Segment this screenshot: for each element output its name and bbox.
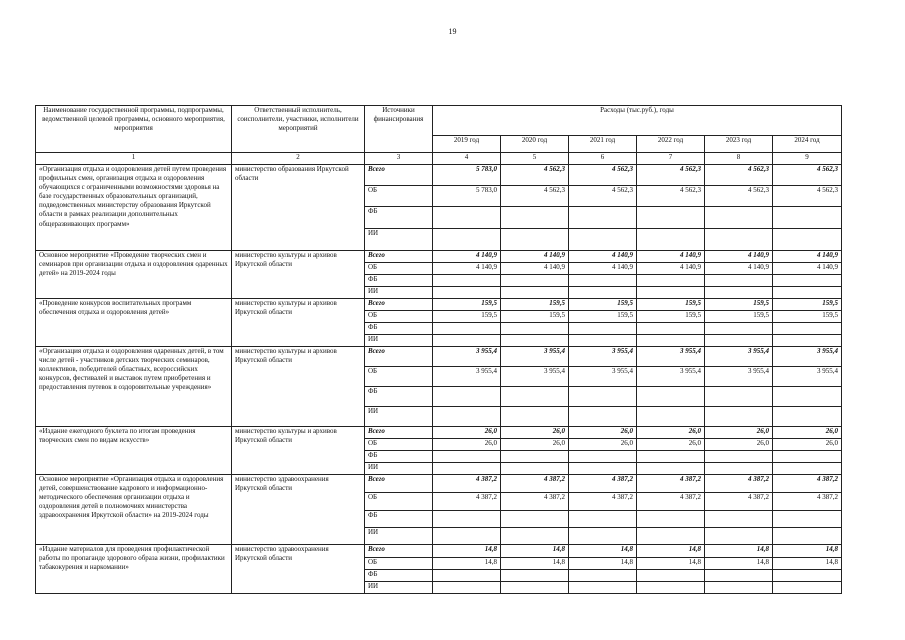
amount-cell: [501, 528, 569, 545]
amount-cell: [637, 511, 705, 528]
amount-cell: [501, 287, 569, 299]
amount-cell: [705, 528, 773, 545]
header-year: 2019 год: [433, 136, 501, 153]
executor-name: министерство культуры и архивов Иркутской области: [232, 299, 365, 347]
amount-cell: 4 387,2: [705, 475, 773, 493]
amount-cell: 159,5: [569, 299, 637, 311]
source-ob: ОБ: [365, 493, 433, 511]
amount-cell: [501, 275, 569, 287]
amount-cell: 26,0: [501, 439, 569, 451]
amount-cell: 159,5: [501, 299, 569, 311]
source-fb: ФБ: [365, 451, 433, 463]
amount-cell: 3 955,4: [637, 367, 705, 387]
amount-cell: [433, 407, 501, 427]
amount-cell: 4 387,2: [433, 475, 501, 493]
source-total: Всего: [365, 545, 433, 558]
event-name: «Издание материалов для проведения профилактической работы по пропаганде здорового образа жизни, профилактики табакокурения и наркомании»: [36, 545, 232, 594]
amount-cell: 4 140,9: [501, 263, 569, 275]
source-fb: ФБ: [365, 323, 433, 335]
amount-cell: [705, 451, 773, 463]
amount-cell: [433, 463, 501, 475]
amount-cell: [501, 387, 569, 407]
header-year: 2022 год: [637, 136, 705, 153]
amount-cell: [773, 287, 842, 299]
amount-cell: 3 955,4: [705, 347, 773, 367]
amount-cell: 26,0: [637, 439, 705, 451]
amount-cell: [501, 335, 569, 347]
amount-cell: 4 387,2: [569, 475, 637, 493]
amount-cell: 26,0: [705, 439, 773, 451]
amount-cell: 5 783,0: [433, 186, 501, 207]
event-name: «Проведение конкурсов воспитательных программ обеспечения отдыха и оздоровления детей»: [36, 299, 232, 347]
amount-cell: 159,5: [433, 299, 501, 311]
amount-cell: 4 140,9: [637, 263, 705, 275]
amount-cell: [501, 570, 569, 582]
amount-cell: 3 955,4: [705, 367, 773, 387]
amount-cell: 4 140,9: [773, 251, 842, 263]
table-row: [36, 299, 842, 311]
amount-cell: [433, 511, 501, 528]
column-number: 2: [232, 153, 365, 165]
amount-cell: [637, 570, 705, 582]
amount-cell: [433, 287, 501, 299]
amount-cell: 4 140,9: [433, 263, 501, 275]
header-year: 2021 год: [569, 136, 637, 153]
amount-cell: 3 955,4: [637, 347, 705, 367]
amount-cell: 4 562,3: [637, 186, 705, 207]
source-ii: ИИ: [365, 229, 433, 251]
header-year: 2024 год: [773, 136, 842, 153]
column-number: 4: [433, 153, 501, 165]
amount-cell: [637, 207, 705, 229]
amount-cell: [637, 335, 705, 347]
source-ii: ИИ: [365, 463, 433, 475]
amount-cell: 4 140,9: [705, 263, 773, 275]
amount-cell: [501, 451, 569, 463]
amount-cell: 3 955,4: [569, 367, 637, 387]
amount-cell: [773, 335, 842, 347]
amount-cell: 4 562,3: [637, 165, 705, 186]
amount-cell: 14,8: [773, 545, 842, 558]
amount-cell: [637, 323, 705, 335]
column-number: 3: [365, 153, 433, 165]
amount-cell: [569, 570, 637, 582]
amount-cell: 14,8: [705, 558, 773, 570]
amount-cell: 3 955,4: [433, 367, 501, 387]
amount-cell: [569, 229, 637, 251]
amount-cell: [773, 528, 842, 545]
source-total: Всего: [365, 475, 433, 493]
amount-cell: [569, 451, 637, 463]
table-body: [36, 165, 842, 594]
amount-cell: 4 387,2: [501, 493, 569, 511]
amount-cell: [705, 275, 773, 287]
amount-cell: [433, 387, 501, 407]
amount-cell: [501, 229, 569, 251]
table-row: [36, 347, 842, 367]
amount-cell: [705, 207, 773, 229]
amount-cell: [501, 407, 569, 427]
amount-cell: [637, 451, 705, 463]
header-expenses: Расходы (тыс.руб.), годы: [433, 106, 842, 136]
amount-cell: [637, 582, 705, 594]
budget-table: [35, 105, 842, 594]
header-year: 2020 год: [501, 136, 569, 153]
amount-cell: [773, 387, 842, 407]
amount-cell: [569, 528, 637, 545]
amount-cell: [705, 335, 773, 347]
source-fb: ФБ: [365, 275, 433, 287]
amount-cell: 14,8: [705, 545, 773, 558]
amount-cell: [433, 528, 501, 545]
amount-cell: 4 140,9: [569, 251, 637, 263]
amount-cell: [433, 335, 501, 347]
amount-cell: 4 387,2: [433, 493, 501, 511]
source-ii: ИИ: [365, 287, 433, 299]
amount-cell: [773, 511, 842, 528]
amount-cell: 4 562,3: [773, 186, 842, 207]
amount-cell: 26,0: [433, 427, 501, 439]
source-ob: ОБ: [365, 311, 433, 323]
amount-cell: 4 387,2: [705, 493, 773, 511]
amount-cell: [569, 335, 637, 347]
source-fb: ФБ: [365, 387, 433, 407]
amount-cell: [433, 570, 501, 582]
amount-cell: 159,5: [637, 311, 705, 323]
amount-cell: 159,5: [773, 299, 842, 311]
amount-cell: 14,8: [569, 545, 637, 558]
amount-cell: [433, 323, 501, 335]
amount-cell: [773, 451, 842, 463]
amount-cell: 4 387,2: [637, 493, 705, 511]
amount-cell: 3 955,4: [501, 347, 569, 367]
executor-name: министерство здравоохранения Иркутской области: [232, 475, 365, 545]
column-number: 9: [773, 153, 842, 165]
amount-cell: [773, 229, 842, 251]
amount-cell: [705, 229, 773, 251]
event-name: «Издание ежегодного буклета по итогам проведения творческих смен по видам искусств»: [36, 427, 232, 475]
source-ob: ОБ: [365, 558, 433, 570]
source-ii: ИИ: [365, 335, 433, 347]
source-fb: ФБ: [365, 511, 433, 528]
amount-cell: 4 562,3: [501, 165, 569, 186]
column-number: 7: [637, 153, 705, 165]
amount-cell: [705, 570, 773, 582]
event-name: «Организация отдыха и оздоровления детей путем проведения профильных смен, организация отдыха и оздоровления обучающихся с ограниченными возможностями здоровья на базе государственных образовательных организаций, подведомственных министерству образования Иркутской области в рамках реализации дополнительных общеразвивающих программ»: [36, 165, 232, 251]
amount-cell: 3 955,4: [773, 347, 842, 367]
source-ob: ОБ: [365, 367, 433, 387]
amount-cell: [705, 407, 773, 427]
executor-name: министерство здравоохранения Иркутской области: [232, 545, 365, 594]
amount-cell: 26,0: [569, 439, 637, 451]
header-executor-column: Ответственный исполнитель, соисполнители, участники, исполнители мероприятий: [232, 106, 365, 153]
amount-cell: 4 387,2: [501, 475, 569, 493]
amount-cell: [569, 582, 637, 594]
amount-cell: 159,5: [433, 311, 501, 323]
amount-cell: 4 140,9: [501, 251, 569, 263]
amount-cell: 14,8: [433, 545, 501, 558]
amount-cell: [433, 207, 501, 229]
amount-cell: [501, 323, 569, 335]
amount-cell: [501, 207, 569, 229]
amount-cell: 4 140,9: [433, 251, 501, 263]
amount-cell: 3 955,4: [773, 367, 842, 387]
column-number: 1: [36, 153, 232, 165]
header-year: 2023 год: [705, 136, 773, 153]
amount-cell: 4 140,9: [773, 263, 842, 275]
amount-cell: 4 562,3: [773, 165, 842, 186]
table-header: [36, 106, 842, 165]
amount-cell: 159,5: [773, 311, 842, 323]
header-source-column: Источники финансирования: [365, 106, 433, 153]
amount-cell: 26,0: [433, 439, 501, 451]
amount-cell: 14,8: [501, 545, 569, 558]
source-ii: ИИ: [365, 528, 433, 545]
source-ii: ИИ: [365, 582, 433, 594]
event-name: Основное мероприятие «Проведение творческих смен и семинаров при организации отдыха и оздоровления одаренных детей» на 2019-2024 годы: [36, 251, 232, 299]
event-name: «Организация отдыха и оздоровления одаренных детей, в том числе детей - участников детских творческих семинаров, коллективов, победителей областных, всероссийских конкурсов, фестивалей и выставок путем приобретения и предоставления путевок в оздоровительные учреждения»: [36, 347, 232, 427]
amount-cell: [569, 463, 637, 475]
amount-cell: [637, 528, 705, 545]
table-row: [36, 545, 842, 558]
table-row: [36, 475, 842, 493]
source-fb: ФБ: [365, 570, 433, 582]
source-total: Всего: [365, 165, 433, 186]
amount-cell: 26,0: [637, 427, 705, 439]
source-fb: ФБ: [365, 207, 433, 229]
amount-cell: [637, 287, 705, 299]
amount-cell: 14,8: [501, 558, 569, 570]
executor-name: министерство культуры и архивов Иркутской области: [232, 427, 365, 475]
amount-cell: 26,0: [569, 427, 637, 439]
amount-cell: 14,8: [773, 558, 842, 570]
amount-cell: [637, 407, 705, 427]
source-ob: ОБ: [365, 186, 433, 207]
source-total: Всего: [365, 251, 433, 263]
amount-cell: 159,5: [637, 299, 705, 311]
amount-cell: [773, 570, 842, 582]
amount-cell: [501, 511, 569, 528]
amount-cell: [773, 323, 842, 335]
source-total: Всего: [365, 347, 433, 367]
amount-cell: 3 955,4: [501, 367, 569, 387]
amount-cell: 4 387,2: [569, 493, 637, 511]
amount-cell: 14,8: [637, 545, 705, 558]
amount-cell: [433, 451, 501, 463]
amount-cell: 159,5: [501, 311, 569, 323]
amount-cell: 4 140,9: [637, 251, 705, 263]
executor-name: министерство культуры и архивов Иркутской области: [232, 251, 365, 299]
amount-cell: 4 387,2: [773, 475, 842, 493]
amount-cell: 26,0: [773, 439, 842, 451]
amount-cell: 4 140,9: [569, 263, 637, 275]
column-number: 5: [501, 153, 569, 165]
amount-cell: 14,8: [433, 558, 501, 570]
amount-cell: 14,8: [637, 558, 705, 570]
source-ii: ИИ: [365, 407, 433, 427]
table-row: [36, 427, 842, 439]
table-row: [36, 251, 842, 263]
amount-cell: [705, 582, 773, 594]
column-number: 8: [705, 153, 773, 165]
amount-cell: [501, 582, 569, 594]
amount-cell: 4 562,3: [501, 186, 569, 207]
amount-cell: [569, 287, 637, 299]
amount-cell: 26,0: [501, 427, 569, 439]
amount-cell: [569, 323, 637, 335]
source-ob: ОБ: [365, 439, 433, 451]
event-name: Основное мероприятие «Организация отдыха и оздоровления детей, совершенствование кадрового и информационно-методического обеспечения организации отдыха и оздоровления детей в полномочиях министерства здравоохранения Иркутской области» на 2019-2024 годы: [36, 475, 232, 545]
amount-cell: [637, 387, 705, 407]
amount-cell: [637, 275, 705, 287]
amount-cell: [569, 387, 637, 407]
amount-cell: 4 387,2: [637, 475, 705, 493]
amount-cell: 14,8: [569, 558, 637, 570]
amount-cell: [433, 275, 501, 287]
executor-name: министерство культуры и архивов Иркутской области: [232, 347, 365, 427]
amount-cell: [773, 407, 842, 427]
column-number: 6: [569, 153, 637, 165]
page-number: 19: [448, 27, 457, 36]
amount-cell: [705, 387, 773, 407]
amount-cell: 5 783,0: [433, 165, 501, 186]
amount-cell: 159,5: [705, 311, 773, 323]
amount-cell: [773, 582, 842, 594]
amount-cell: [637, 463, 705, 475]
amount-cell: [705, 287, 773, 299]
amount-cell: [705, 511, 773, 528]
amount-cell: [637, 229, 705, 251]
amount-cell: 4 387,2: [773, 493, 842, 511]
executor-name: министерство образования Иркутской области: [232, 165, 365, 251]
amount-cell: 3 955,4: [433, 347, 501, 367]
amount-cell: 26,0: [705, 427, 773, 439]
amount-cell: 4 140,9: [705, 251, 773, 263]
source-total: Всего: [365, 299, 433, 311]
amount-cell: [501, 463, 569, 475]
amount-cell: [705, 463, 773, 475]
amount-cell: [773, 207, 842, 229]
amount-cell: [773, 275, 842, 287]
amount-cell: 159,5: [705, 299, 773, 311]
amount-cell: 3 955,4: [569, 347, 637, 367]
amount-cell: 4 562,3: [705, 165, 773, 186]
amount-cell: [705, 323, 773, 335]
amount-cell: [569, 207, 637, 229]
header-name-column: Наименование государственной программы, подпрограммы, ведомственной целевой программы, основного мероприятия, мероприятия: [36, 106, 232, 153]
amount-cell: [773, 463, 842, 475]
amount-cell: [433, 229, 501, 251]
amount-cell: 4 562,3: [569, 186, 637, 207]
amount-cell: [569, 511, 637, 528]
amount-cell: [433, 582, 501, 594]
amount-cell: 26,0: [773, 427, 842, 439]
source-total: Всего: [365, 427, 433, 439]
source-ob: ОБ: [365, 263, 433, 275]
table-row: [36, 165, 842, 186]
amount-cell: [569, 275, 637, 287]
amount-cell: 4 562,3: [705, 186, 773, 207]
amount-cell: 159,5: [569, 311, 637, 323]
amount-cell: [569, 407, 637, 427]
amount-cell: 4 562,3: [569, 165, 637, 186]
